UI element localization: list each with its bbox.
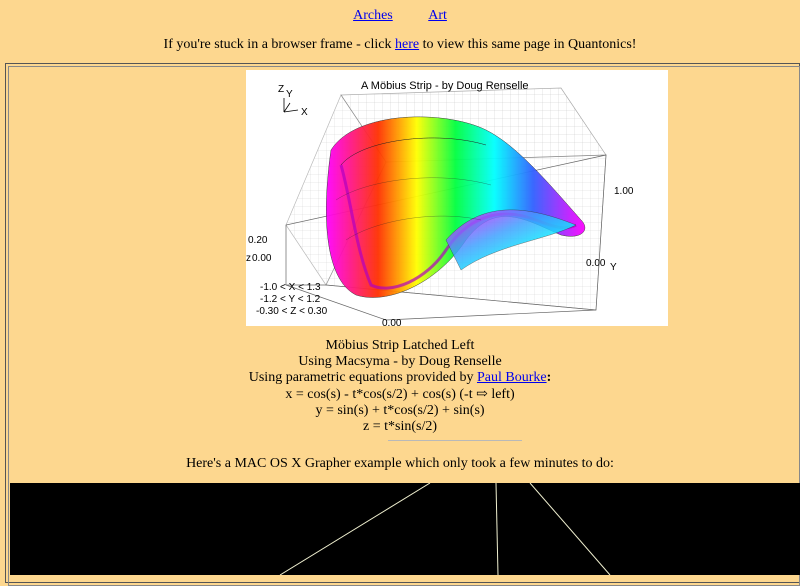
equation-x: x = cos(s) - t*cos(s/2) + cos(s) (-t ⇨ left) — [285, 387, 515, 402]
z-axis-letter: z — [246, 253, 251, 264]
grapher-example-image — [10, 483, 800, 575]
frame-note-suffix: to view this same page in Quantonics! — [422, 37, 637, 52]
plot-title: A Möbius Strip - by Doug Renselle — [361, 80, 529, 92]
arches-link[interactable]: Arches — [353, 8, 393, 23]
grapher-lines — [10, 483, 800, 575]
axis-icon-y: Y — [286, 89, 293, 100]
caption-title: Möbius Strip Latched Left — [325, 338, 475, 353]
caption-author: Using Macsyma - by Doug Renselle — [298, 354, 502, 369]
y-tick-low: 0.00 — [586, 258, 606, 269]
paul-bourke-link[interactable]: Paul Bourke — [476, 370, 547, 385]
here-link[interactable]: here — [395, 37, 420, 52]
equation-z: z = t*sin(s/2) — [363, 419, 437, 434]
range-z: -0.30 < Z < 0.30 — [256, 306, 328, 317]
art-link[interactable]: Art — [428, 8, 447, 23]
y-tick-high: 1.00 — [614, 186, 634, 197]
axis-icon-z: Z — [278, 84, 285, 95]
x-tick: 0.00 — [382, 318, 402, 326]
mobius-plot-image — [246, 70, 668, 326]
mobius-plot-svg — [246, 70, 668, 326]
range-y: -1.2 < Y < 1.2 — [260, 294, 321, 305]
caption-credit-colon: : — [546, 370, 552, 385]
caption-credit — [0, 370, 800, 386]
equation-y: y = sin(s) + t*cos(s/2) + sin(s) — [315, 403, 485, 418]
browser-frame-note — [0, 37, 800, 53]
axis-icon-x: X — [301, 107, 308, 118]
range-x: -1.0 < X < 1.3 — [260, 282, 321, 293]
divider — [388, 440, 522, 441]
axis-orientation-icon — [278, 84, 308, 118]
top-nav — [0, 8, 800, 24]
z-tick-high: 0.20 — [248, 235, 268, 246]
y-axis-letter: Y — [610, 262, 617, 273]
grapher-note: Here's a MAC OS X Grapher example which only took a few minutes to do: — [186, 456, 614, 471]
z-tick-low: 0.00 — [252, 253, 272, 264]
frame-note-prefix: If you're stuck in a browser frame - click — [163, 37, 392, 52]
caption-credit-prefix: Using parametric equations provided by — [248, 370, 474, 385]
